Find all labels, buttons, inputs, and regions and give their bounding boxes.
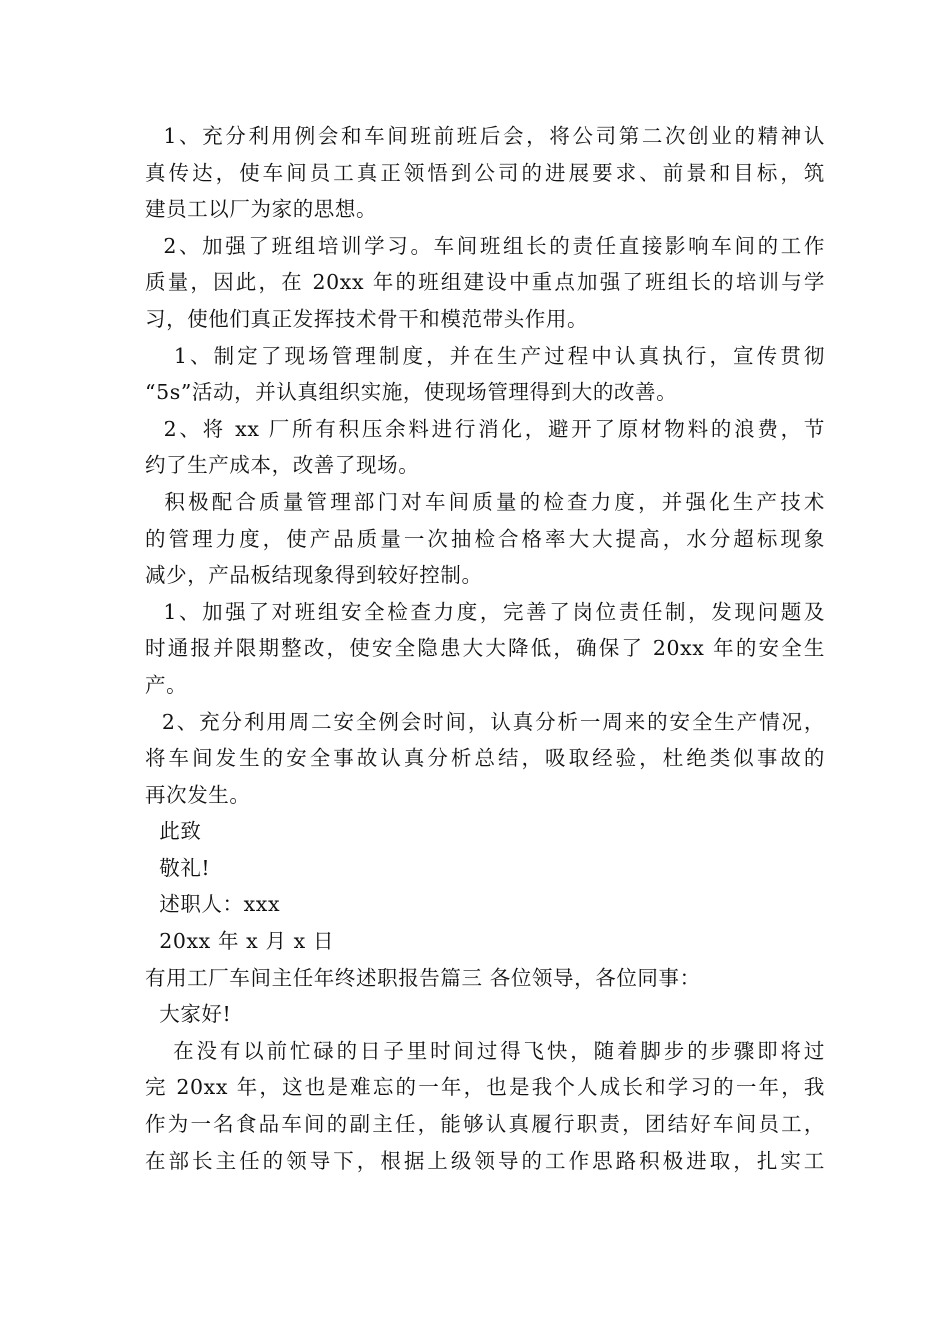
text-line: 有用工厂车间主任年终述职报告篇三 各位领导，各位同事： — [145, 965, 701, 990]
text-line: 的管理力度，使产品质量一次抽检合格率大大提高，水分超标现象 — [145, 526, 825, 551]
text-line: 2、加强了班组培训学习。车间班组长的责任直接影响车间的工作 — [145, 233, 825, 258]
text-line: 此致 — [145, 819, 202, 844]
text-line: 质量，因此，在 20xx 年的班组建设中重点加强了班组长的培训与学 — [145, 270, 825, 295]
text-line: 敬礼! — [145, 855, 211, 880]
text-line: 作为一名食品车间的副主任，能够认真履行职责，团结好车间员工， — [145, 1112, 825, 1137]
text-line: 积极配合质量管理部门对车间质量的检查力度，并强化生产技术 — [145, 489, 825, 514]
text-line: “5s”活动，并认真组织实施，使现场管理得到大的改善。 — [145, 380, 678, 405]
text-line: 在部长主任的领导下，根据上级领导的工作思路积极进取，扎实工 — [145, 1148, 825, 1173]
text-line: 习，使他们真正发挥技术骨干和模范带头作用。 — [145, 306, 589, 331]
text-line: 产。 — [145, 672, 188, 697]
text-line: 减少，产品板结现象得到较好控制。 — [145, 563, 483, 588]
text-line: 完 20xx 年，这也是难忘的一年，也是我个人成长和学习的一年，我 — [145, 1075, 825, 1100]
text-line: 将车间发生的安全事故认真分析总结，吸取经验，杜绝类似事故的 — [145, 746, 825, 771]
text-line: 2、充分利用周二安全例会时间，认真分析一周来的安全生产情况， — [145, 709, 825, 734]
text-line: 1、加强了对班组安全检查力度，完善了岗位责任制，发现问题及 — [145, 599, 825, 624]
text-line: 20xx 年 x 月 x 日 — [145, 929, 335, 954]
text-line: 建员工以厂为家的思想。 — [145, 197, 378, 222]
document-body — [145, 118, 825, 1179]
text-line: 2、将 xx 厂所有积压余料进行消化，避开了原材物料的浪费，节 — [145, 416, 825, 441]
text-line: 约了生产成本，改善了现场。 — [145, 453, 420, 478]
text-line: 真传达，使车间员工真正领悟到公司的进展要求、前景和目标，筑 — [145, 160, 825, 185]
text-line: 在没有以前忙碌的日子里时间过得飞快，随着脚步的步骤即将过 — [145, 1038, 825, 1063]
text-line: 大家好! — [145, 1002, 232, 1027]
text-line: 述职人：xxx — [145, 892, 281, 917]
text-line: 1、制定了现场管理制度，并在生产过程中认真执行，宣传贯彻 — [145, 343, 825, 368]
text-line: 时通报并限期整改，使安全隐患大大降低，确保了 20xx 年的安全生 — [145, 636, 825, 661]
text-line: 再次发生。 — [145, 782, 251, 807]
text-line: 1、充分利用例会和车间班前班后会，将公司第二次创业的精神认 — [145, 124, 825, 148]
